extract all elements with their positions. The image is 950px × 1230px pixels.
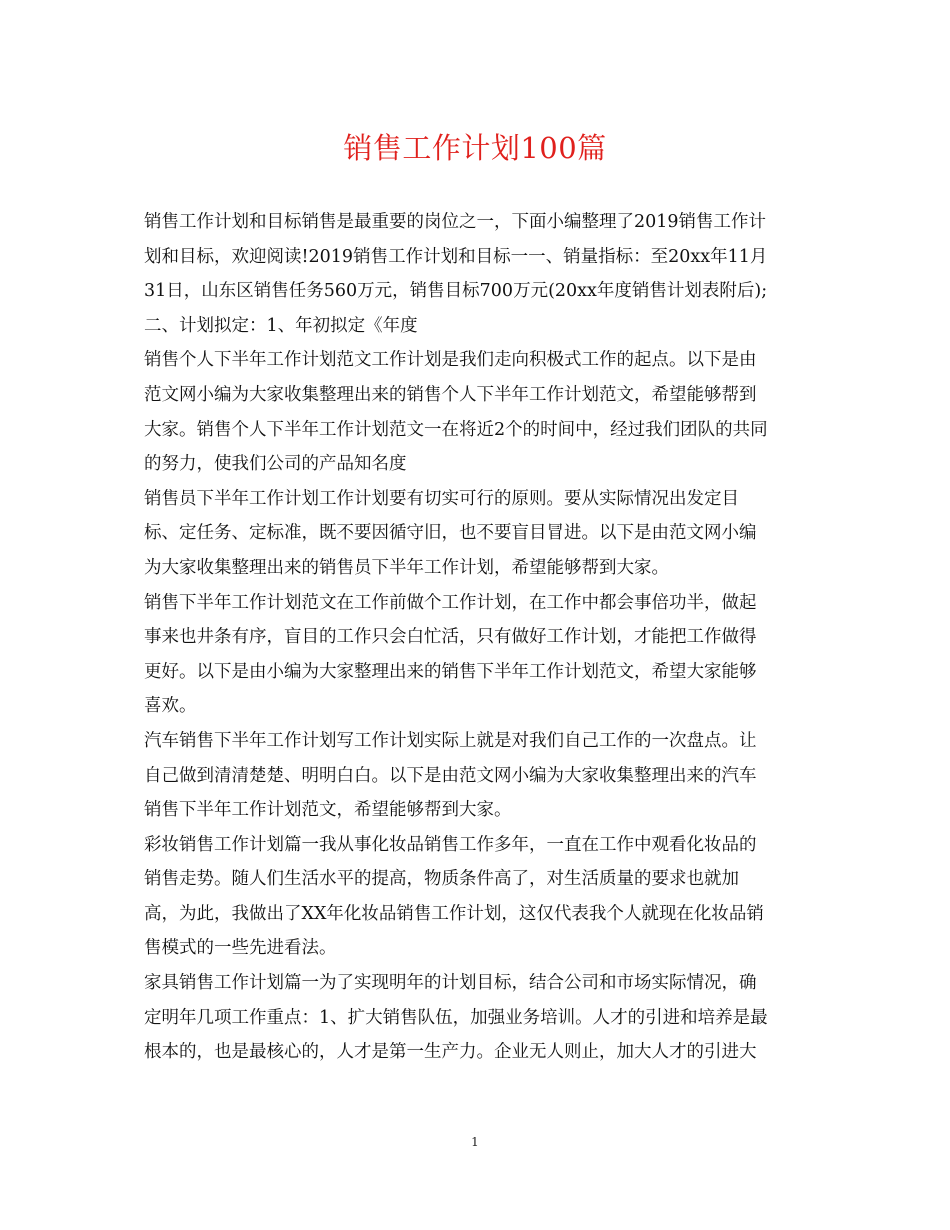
text-line: 二、计划拟定：1、年初拟定《年度 xyxy=(144,315,418,336)
text-line: 销售员下半年工作计划工作计划要有切实可行的原则。要从实际情况出发定目 xyxy=(144,488,739,509)
text-line: 售模式的一些先进看法。 xyxy=(144,938,337,959)
text-line: 大家。销售个人下半年工作计划范文一在将近2个的时间中，经过我们团队的共同 xyxy=(144,419,768,440)
page-number: 1 xyxy=(471,1135,479,1149)
text-line: 销售个人下半年工作计划范文工作计划是我们走向积极式工作的起点。以下是由 xyxy=(144,350,757,371)
document-title: 销售工作计划100篇 xyxy=(343,131,607,165)
text-line: 销售走势。随人们生活水平的提高，物质条件高了，对生活质量的要求也就加 xyxy=(144,869,739,890)
text-line: 彩妆销售工作计划篇一我从事化妆品销售工作多年，一直在工作中观看化妆品的 xyxy=(144,834,757,855)
text-line: 销售工作计划和目标销售是最重要的岗位之一，下面小编整理了2019销售工作计 xyxy=(144,212,767,232)
text-line: 的努力，使我们公司的产品知名度 xyxy=(144,454,407,475)
text-line: 范文网小编为大家收集整理出来的销售个人下半年工作计划范文，希望能够帮到 xyxy=(144,384,757,405)
text-line: 汽车销售下半年工作计划写工作计划实际上就是对我们自己工作的一次盘点。让 xyxy=(144,730,757,751)
text-line: 更好。以下是由小编为大家整理出来的销售下半年工作计划范文，希望大家能够 xyxy=(144,661,757,682)
text-line: 自己做到清清楚楚、明明白白。以下是由范文网小编为大家收集整理出来的汽车 xyxy=(144,765,757,786)
text-line: 销售下半年工作计划范文，希望能够帮到大家。 xyxy=(144,800,512,821)
text-line: 根本的，也是最核心的，人才是第一生产力。企业无人则止，加大人才的引进大 xyxy=(144,1042,757,1063)
text-line: 家具销售工作计划篇一为了实现明年的计划目标，结合公司和市场实际情况，确 xyxy=(144,973,757,994)
text-line: 销售下半年工作计划范文在工作前做个工作计划，在工作中都会事倍功半，做起 xyxy=(144,592,757,613)
text-line: 高，为此，我做出了XX年化妆品销售工作计划，这仅代表我个人就现在化妆品销 xyxy=(144,903,764,924)
text-line: 为大家收集整理出来的销售员下半年工作计划，希望能够帮到大家。 xyxy=(144,557,669,578)
text-line: 事来也井条有序，盲目的工作只会白忙活，只有做好工作计划，才能把工作做得 xyxy=(144,627,757,648)
text-line: 喜欢。 xyxy=(144,696,197,717)
text-line: 31日，山东区销售任务560万元，销售目标700万元(20xx年度销售计划表附后); xyxy=(144,281,768,302)
text-line: 划和目标，欢迎阅读!2019销售工作计划和目标一一、销量指标：至20xx年11月 xyxy=(144,246,768,267)
text-line: 定明年几项工作重点：1、扩大销售队伍，加强业务培训。人才的引进和培养是最 xyxy=(144,1007,768,1028)
text-line: 标、定任务、定标准，既不要因循守旧，也不要盲目冒进。以下是由范文网小编 xyxy=(144,523,757,544)
document-body xyxy=(144,205,808,1070)
